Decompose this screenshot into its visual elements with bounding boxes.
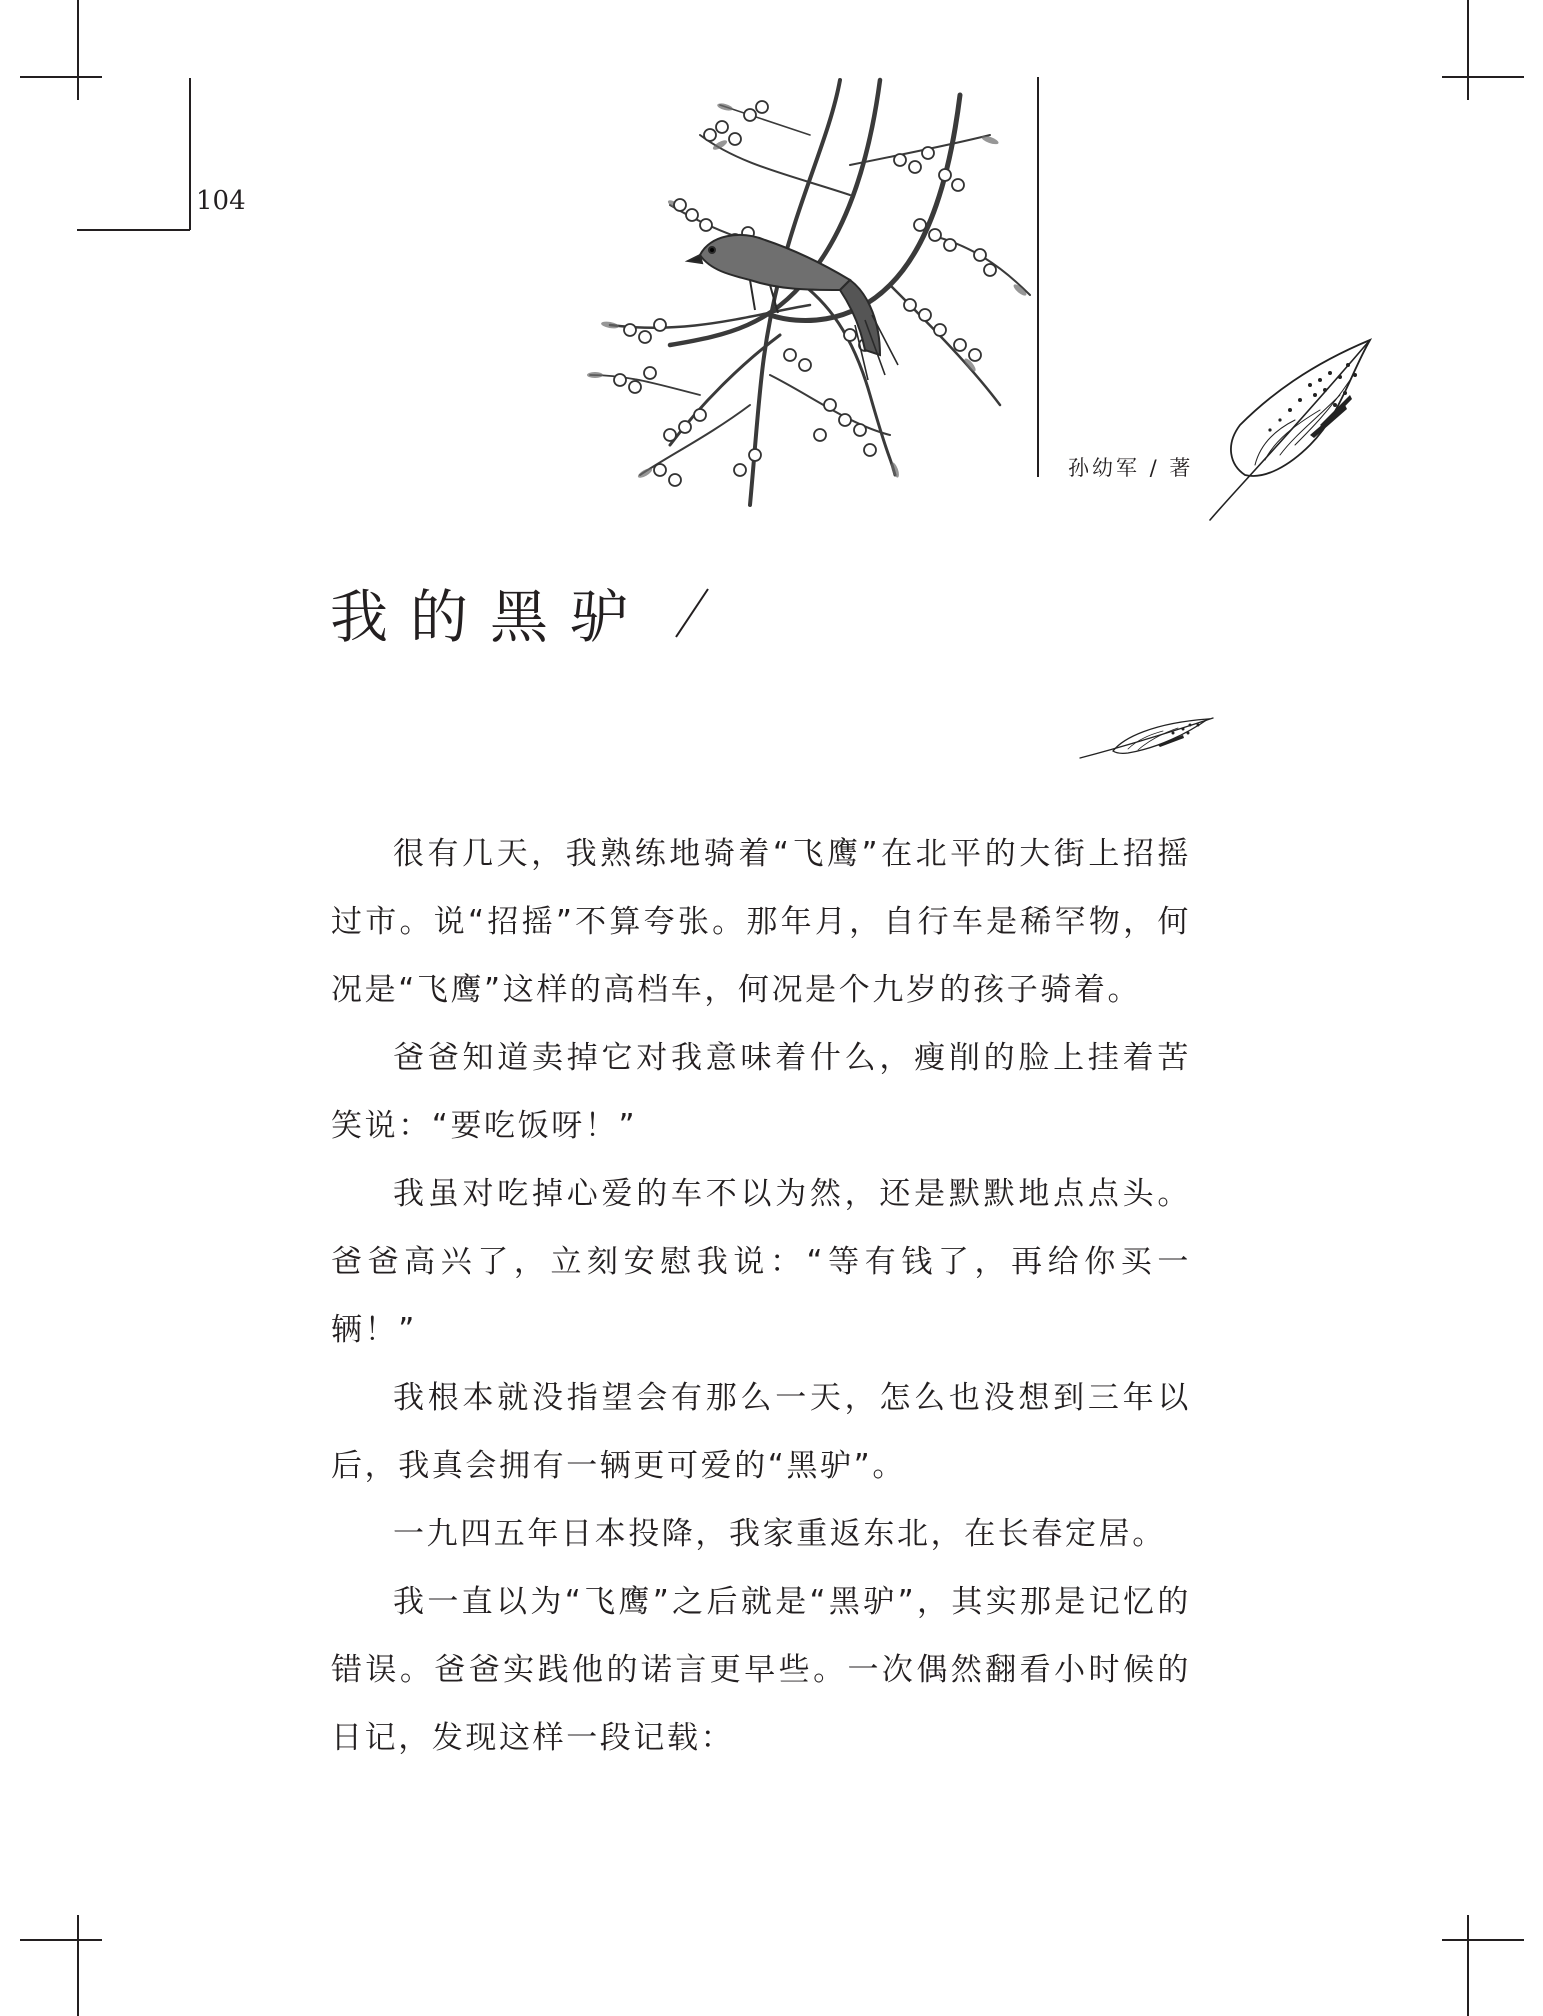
paragraph: 一九四五年日本投降，我家重返东北，在长春定居。 [393,1516,1166,1552]
author-credit: 孙幼军 / 著 [1068,456,1194,480]
feather-icon [1200,335,1380,525]
article-body [331,820,1191,1772]
crop-mark [20,76,102,78]
crop-mark [1467,0,1469,100]
crop-mark [20,1939,102,1941]
paragraph: 爸爸知道卖掉它对我意味着什么，瘦削的脸上挂着苦笑说：“要吃饭呀！” [331,1040,1191,1144]
crop-mark [1442,76,1524,78]
vertical-divider [1037,77,1039,477]
crop-mark [1467,1915,1469,2016]
feather-icon [1078,713,1216,763]
paragraph: 很有几天，我熟练地骑着“飞鹰”在北平的大街上招摇过市。说“招摇”不算夸张。那年月，自行车是稀罕物，何况是“飞鹰”这样的高档车，何况是个九岁的孩子骑着。 [331,836,1191,1008]
paragraph: 我根本就没指望会有那么一天，怎么也没想到三年以后，我真会拥有一辆更可爱的“黑驴”。 [331,1380,1191,1484]
crop-mark [77,229,190,231]
page-number: 104 [196,186,246,216]
crop-mark [1442,1939,1524,1941]
crop-mark [77,0,79,100]
paragraph: 我虽对吃掉心爱的车不以为然，还是默默地点点头。爸爸高兴了，立刻安慰我说：“等有钱了，再给你买一辆！” [331,1176,1191,1348]
crop-mark [189,78,191,230]
article-title: 我的黑驴 [330,583,651,651]
paragraph: 我一直以为“飞鹰”之后就是“黑驴”，其实那是记忆的错误。爸爸实践他的诺言更早些。一次偶然翻看小时候的日记，发现这样一段记载： [331,1584,1191,1756]
bird-on-branch-illustration [550,75,1040,515]
crop-mark [77,1915,79,2016]
slash-icon [672,585,712,641]
